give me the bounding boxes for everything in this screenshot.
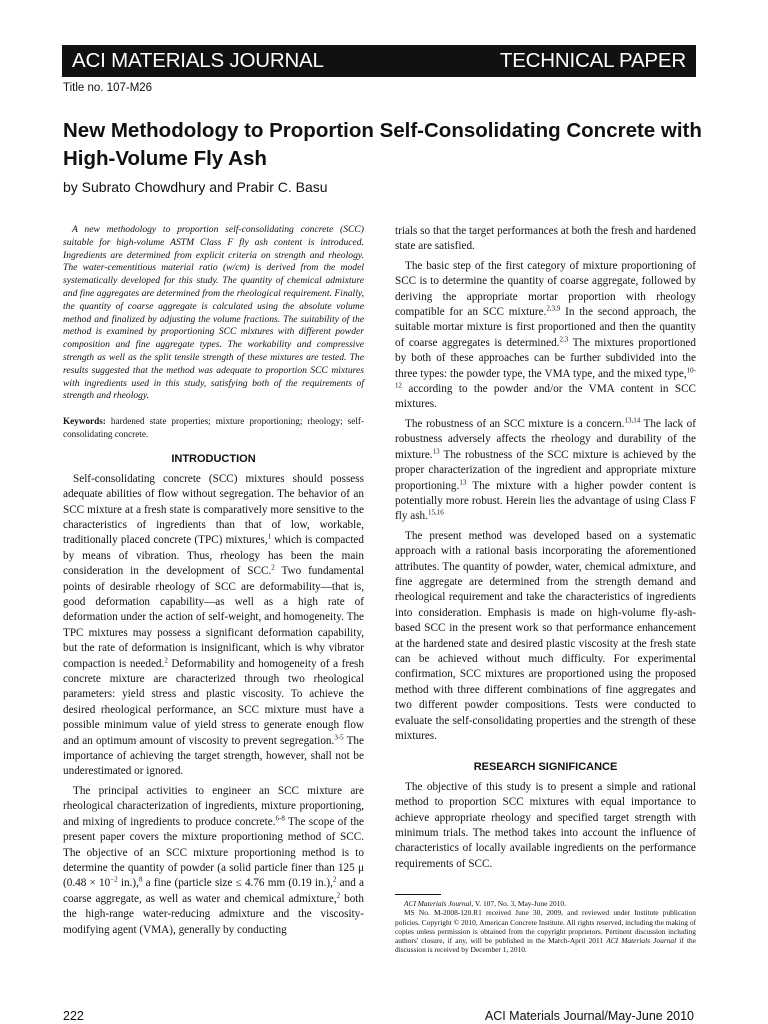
journal-name: ACI MATERIALS JOURNAL: [72, 49, 324, 72]
title-number: Title no. 107-M26: [63, 82, 153, 94]
footnote-divider: [395, 894, 441, 895]
keywords: [63, 415, 364, 440]
section-heading-research-significance: RESEARCH SIGNIFICANCE: [473, 761, 618, 774]
citation: 2: [271, 563, 275, 572]
research-significance-paragraph: The objective of this study is to present a simple and rational method to proportion SCC mixtures with equal importance to achieve appropriate rheology and specified target strength with minimum trials. The method takes into account the influence of characteristics of locally available ingredients on the performance requirements of SCC.: [395, 780, 696, 870]
page-number: 222: [63, 1009, 84, 1023]
citation: 13,14: [624, 416, 641, 425]
keywords-text: hardened state properties; mixture proportioning; rheology; self-consolidating concrete.: [63, 416, 364, 439]
right-column: [395, 224, 696, 954]
citation: 6-8: [275, 813, 285, 822]
footnote-citation: ACI Materials Journal, V. 107, No. 3, May-June 2010.: [404, 899, 566, 909]
citation: 2,3,9: [546, 304, 561, 313]
footnote-copyright: MS No. M-2008-120.R1 received June 30, 2009, and reviewed under Institute publication policies. Copyright © 2010, American Concrete Institute. All rights reserved, including the making of copies unless permission is obtained from the copyright proprietors. Pertinent discussion including authors' closure, if any, will be published in the March-April 2011 ACI Materials Journal if the discussion is received by December 1, 2010.: [395, 908, 696, 955]
abstract: A new methodology to proportion self-consolidating concrete (SCC) suitable for high-volume ASTM Class F fly ash content is introduced. Ingredients are determined from explicit criteria on strength and rheology. The water-cementitious material ratio (w/cm) is derived from the model systematically developed for this study. The quantity of chemical admixture and fine aggregates are determined from the rheological requirement. Finally, the quantity of coarse aggregate is calculated using the absolute volume method and finalized by adjusting the volume fractions. The suitability of the method is examined by proportioning SCC mixtures with different powder composition and fine aggregate types. The workability and compressive strength as well as the split tensile strength of these mixtures are tested. The results suggested that the method was adequate to proportion SCC mixtures with ingredients used in this study, satisfying both of the requirements of strength and rheology.: [63, 224, 364, 402]
left-column: [63, 224, 364, 942]
exponent: −2: [110, 875, 118, 884]
intro-paragraph-4: The robustness of an SCC mixture is a concern.$^{13,14}$ The lack of robustness adversely affects the rheology and durability of the mixture.$^{13}$ The robustness of the SCC mixture is achieved by the proper characterization of the ingredient and appropriate mixture proportioning.$^{13}$ The mixture with a higher powder content is potentially more robust. Herein lies the advantage of using Class F fly ash.$^{15,16}$: [395, 416, 696, 523]
intro-paragraph-3: The basic step of the first category of mixture proportioning of SCC is to determine the quantity of coarse aggregate, followed by deriving the appropriate mortar proportion with rheology compatible for an SCC mixture.$^{2,3,9}$ In the second approach, the suitable mortar mixture is first proportioned and then the quantity of coarse aggregates is determined.$^{2,3}$ The mixtures proportioned by both of these approaches can be further subdivided into the three types: the powder type, the VMA type, and the mixed type,$^{10-12}$ according to the powder and/or the VMA content in SCC mixtures.: [395, 259, 696, 411]
citation: 8: [138, 875, 143, 884]
paper-title: New Methodology to Proportion Self-Consolidating Concrete with High-Volume Fly Ash: [63, 119, 702, 170]
keywords-label: Keywords:: [63, 416, 106, 427]
citation: 2: [164, 655, 168, 664]
citation: 15,16: [427, 508, 444, 517]
citation: 10-12: [395, 365, 696, 390]
citation: 1: [267, 532, 272, 541]
journal-banner: [62, 45, 696, 77]
citation: 13: [432, 446, 440, 455]
citation: 3-5: [334, 732, 344, 741]
intro-paragraph-2: The principal activities to engineer an SCC mixture are rheological characterization of ingredients, mixture proportioning, and mixing of ingredients to produce concrete.$^{6-8}$ The scope of the present paper covers the mixture proportioning method of SCC. The objective of an SCC mixture proportioning method is to determine the quantity of powder (a solid particle finer than 125 μ ($0.48 \times 10^{-2}$ in.),$^8$ a fine (particle size ≤ 4.76 mm (0.19 in.),$^2$ and a coarse aggregate, as well as water and chemical admixture,$^2$ both the high-range water-reducing admixture and the viscosity-modifying agent (VMA), generally by conducting: [63, 784, 365, 936]
paper-type: TECHNICAL PAPER: [499, 49, 686, 72]
intro-paragraph-continued: trials so that the target performances at both the fresh and hardened state are satisfied.: [395, 225, 696, 253]
author-line: by Subrato Chowdhury and Prabir C. Basu: [63, 179, 328, 195]
citation: 2: [332, 875, 337, 884]
citation: 2,3: [559, 335, 569, 344]
section-heading-introduction: INTRODUCTION: [171, 453, 256, 466]
intro-paragraph-1: Self-consolidating concrete (SCC) mixtures should possess adequate abilities of flow without segregation. The behavior of an SCC mixture at a fresh state is comparatively more sensitive to the characteristics of ingredients than that of low, workable, traditionally placed concrete (TPC) mixtures,$^1$ which is compacted by means of vibration. Thus, rheology has been the main consideration in the development of SCC.$^2$ Two fundamental points of desirable rheology of SCC are deformability—that is, good deformation capability—as well as a high rate of deformation under the action of self-weight, and homogeneity. The TPC mixtures may possess a significant deformation capability, but the rate of deformation is insignificant, which is why vibrator compaction is needed.$^2$ Deformability and homogeneity of a fresh concrete mixture are characterized through two rheological parameters: yield stress and plastic viscosity. To achieve the desired rheological performance, an SCC mixture must have a possible minimum value of yield stress to generate enough flow and an optimum amount of viscosity to prevent segregation.$^{3-5}$ The importance of achieving the target strength, however, shall not be underestimated or ignored.: [63, 472, 364, 778]
journal-issue: ACI Materials Journal/May-June 2010: [484, 1009, 694, 1023]
citation: 2: [336, 890, 341, 899]
intro-paragraph-5: The present method was developed based on a systematic approach with a rational basis incorporating the aforementioned attributes. The quantity of powder, water, chemical admixture, and fine aggregate are determined from the strength demand and rheological requirement and take the characteristics of ingredients into consideration. Emphasis is made on high-volume fly-ash-based SCC in the present work so that performance enhancement at the hardened state and desired plastic viscosity at the fresh state can be achieved without much difficulty. For experimental confirmation, SCC mixtures are proportioned using the proposed method with three different combinations of fine aggregates and two different powder compositions. Tests were conducted to evaluate the self-consolidating properties and the strength of these mixtures.: [395, 529, 696, 742]
citation: 13: [459, 477, 467, 486]
